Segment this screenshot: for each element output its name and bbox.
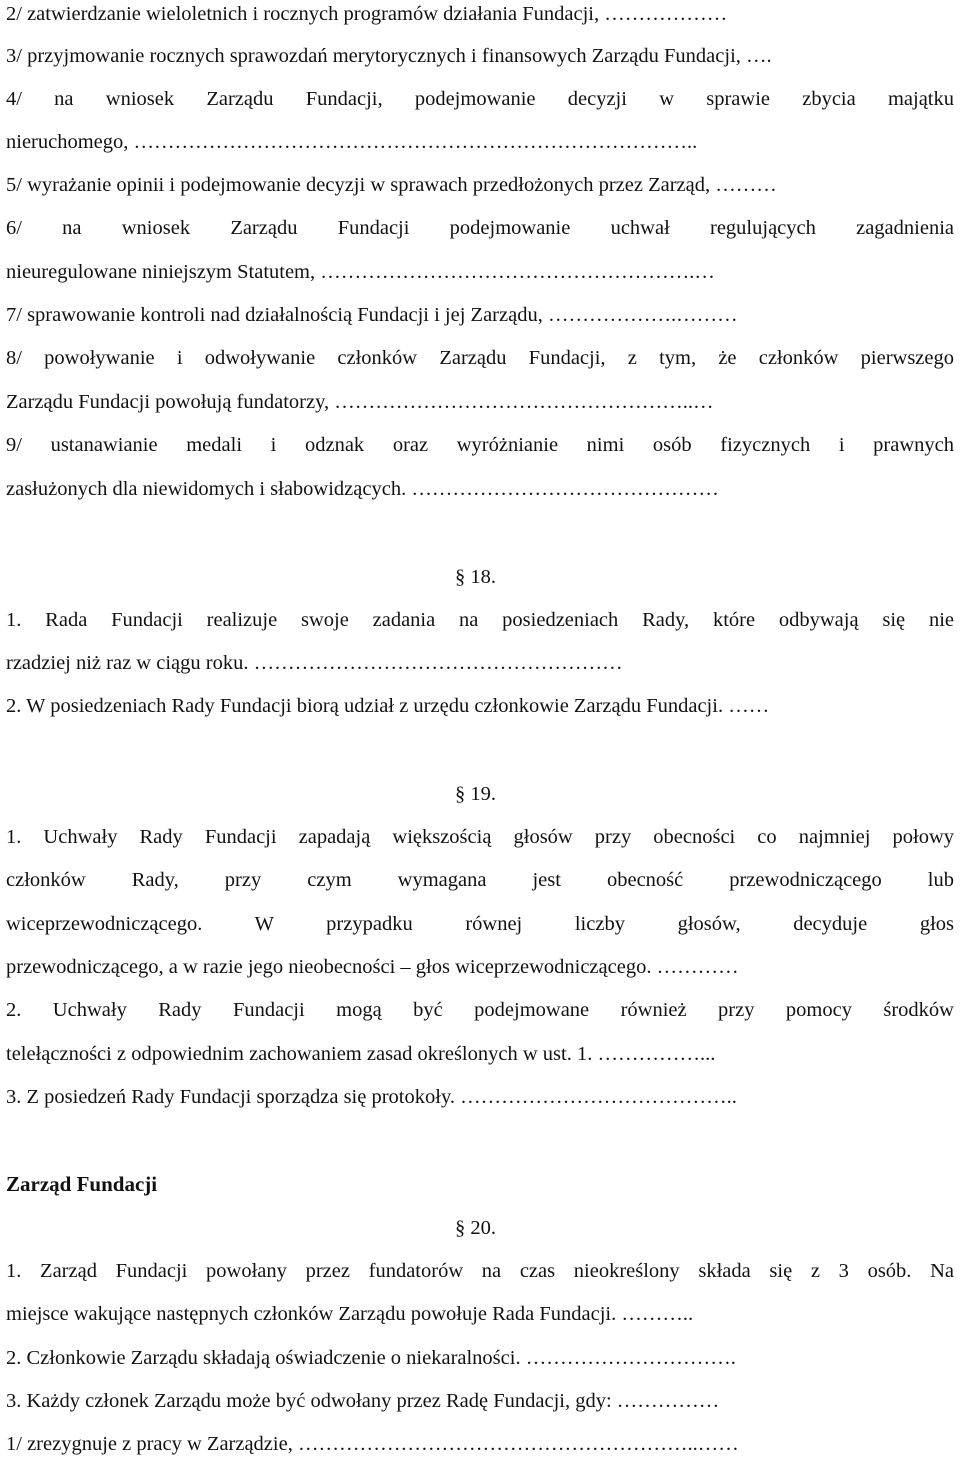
text-line-15: 2. W posiedzeniach Rady Fundacji biorą udział z urzędu członkowie Zarządu Fundacji. …… xyxy=(6,695,770,717)
text-line-17: członków Rady, przy czym wymagana jest obecność przewodniczącego lub xyxy=(6,869,954,891)
text-line-16: 1. Uchwały Rady Fundacji zapadają większością głosów przy obecności co najmniej połowy xyxy=(6,826,954,848)
text-line-11: 9/ ustanawianie medali i odznak oraz wyróżnianie nimi osób fizycznych i prawnych xyxy=(6,434,954,456)
section-title: Zarząd Fundacji xyxy=(6,1172,158,1196)
text-line-10: Zarządu Fundacji powołują fundatorzy, ……………………………………………..… xyxy=(6,391,714,413)
text-line-5: 5/ wyrażanie opinii i podejmowanie decyzji w sprawach przedłożonych przez Zarząd, ……… xyxy=(6,174,777,196)
text-line-27: 1/ zrezygnuje z pracy w Zarządzie, …………………………………………………..…… xyxy=(6,1433,739,1455)
text-line-14: rzadziej niż raz w ciągu roku. ……………………………………………… xyxy=(6,652,623,674)
paragraph-heading-20: § 20. xyxy=(455,1217,496,1239)
text-line-2: 3/ przyjmowanie rocznych sprawozdań merytorycznych i finansowych Zarządu Fundacji, …. xyxy=(6,45,772,67)
text-line-4: nieruchomego, ……………………………………………………………………….. xyxy=(6,131,698,153)
text-line-9: 8/ powoływanie i odwoływanie członków Zarządu Fundacji, z tym, że członków pierwszego xyxy=(6,347,954,369)
text-line-6: 6/ na wniosek Zarządu Fundacji podejmowanie uchwał regulujących zagadnienia xyxy=(6,217,954,239)
text-line-24: miejsce wakujące następnych członków Zarządu powołuje Rada Fundacji. ……….. xyxy=(6,1303,694,1325)
text-line-23: 1. Zarząd Fundacji powołany przez fundatorów na czas nieokreślony składa się z 3 osób. Na xyxy=(6,1260,954,1282)
paragraph-heading-18: § 18. xyxy=(455,566,496,588)
text-line-18: wiceprzewodniczącego. W przypadku równej liczby głosów, decyduje głos xyxy=(6,913,954,935)
text-line-13: 1. Rada Fundacji realizuje swoje zadania na posiedzeniach Rady, które odbywają się nie xyxy=(6,609,954,631)
text-line-26: 3. Każdy członek Zarządu może być odwołany przez Radę Fundacji, gdy: …………… xyxy=(6,1390,720,1412)
text-line-7: nieuregulowane niniejszym Statutem, ……………………………………………….… xyxy=(6,261,715,283)
text-line-12: zasłużonych dla niewidomych i słabowidzących. ……………………………………… xyxy=(6,478,719,500)
text-line-1: 2/ zatwierdzanie wieloletnich i rocznych programów działania Fundacji, ……………… xyxy=(6,3,728,25)
text-line-25: 2. Członkowie Zarządu składają oświadczenie o niekaralności. …………………………. xyxy=(6,1347,736,1369)
text-line-3: 4/ na wniosek Zarządu Fundacji, podejmowanie decyzji w sprawie zbycia majątku xyxy=(6,88,954,110)
text-line-20: 2. Uchwały Rady Fundacji mogą być podejmowane również przy pomocy środków xyxy=(6,999,954,1021)
text-line-19: przewodniczącego, a w razie jego nieobecności – głos wiceprzewodniczącego. ………… xyxy=(6,956,739,978)
text-line-22: 3. Z posiedzeń Rady Fundacji sporządza się protokoły. ………………………………….. xyxy=(6,1086,737,1108)
text-line-8: 7/ sprawowanie kontroli nad działalnością Fundacji i jej Zarządu, ……………….……… xyxy=(6,304,738,326)
paragraph-heading-19: § 19. xyxy=(455,783,496,805)
text-line-21: telełączności z odpowiednim zachowaniem zasad określonych w ust. 1. ……………... xyxy=(6,1043,716,1065)
